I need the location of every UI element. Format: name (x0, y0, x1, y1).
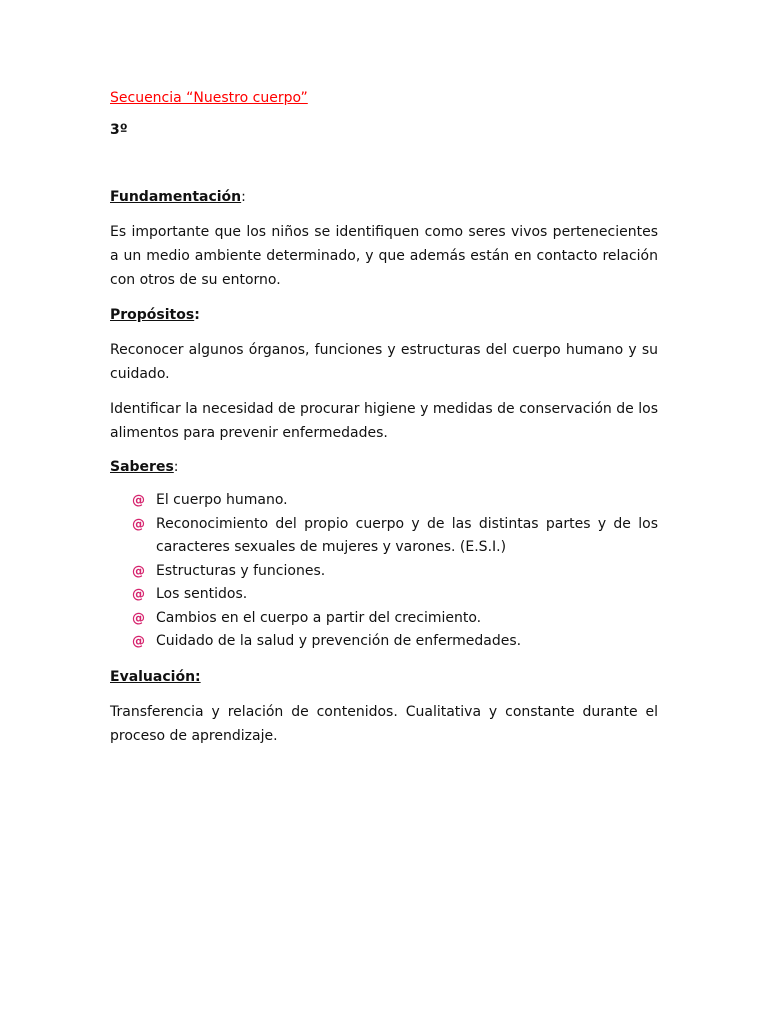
list-item (110, 607, 658, 631)
list-item-text: El cuerpo humano. (156, 492, 288, 508)
at-sign-bullet-icon: @ (132, 634, 145, 649)
heading-saberes (110, 455, 658, 479)
heading-evaluacion (110, 665, 658, 689)
heading-propositos-colon: : (194, 307, 200, 323)
heading-evaluacion-text: Evaluación: (110, 668, 201, 685)
at-sign-bullet-icon: @ (132, 493, 145, 508)
heading-saberes-text: Saberes (110, 459, 174, 475)
list-item-text: Cambios en el cuerpo a partir del crecimiento. (156, 609, 482, 626)
at-sign-bullet-icon: @ (132, 587, 145, 602)
grade-label: 3º (110, 122, 128, 138)
heading-fundamentacion-colon: : (241, 189, 246, 205)
heading-saberes-colon: : (173, 459, 179, 475)
list-item-text: Los sentidos. (156, 586, 248, 602)
evaluacion-paragraph: Transferencia y relación de contenidos. Cualitativa y constante durante el proceso de aprendizaje. (110, 703, 658, 744)
at-sign-bullet-icon: @ (132, 610, 145, 626)
heading-fundamentacion (110, 185, 658, 209)
list-item-text: Cuidado de la salud y prevención de enfermedades. (156, 633, 522, 649)
saberes-list (110, 489, 658, 654)
document-title: Secuencia “Nuestro cuerpo” (110, 90, 308, 106)
fundamentacion-paragraph: Es importante que los niños se identifiquen como seres vivos pertenecientes a un medio ambiente determinado, y que además están en contacto relación con otros de su entorno. (110, 224, 658, 288)
list-item (110, 583, 658, 607)
propositos-paragraph-2: Identificar la necesidad de procurar higiene y medidas de conservación de los alimentos para prevenir enfermedades. (110, 401, 658, 441)
at-sign-bullet-icon: @ (132, 516, 145, 532)
list-item-text: Reconocimiento del propio cuerpo y de las distintas partes y de los caracteres sexuales de mujeres y varones. (E.S.I.) (156, 515, 658, 555)
list-item-text: Estructuras y funciones. (156, 562, 326, 579)
list-item (110, 560, 658, 584)
propositos-paragraph-1: Reconocer algunos órganos, funciones y estructuras del cuerpo humano y su cuidado. (110, 342, 658, 382)
heading-propositos (110, 303, 658, 327)
at-sign-bullet-icon: @ (132, 563, 145, 579)
list-item (110, 489, 658, 513)
document-page (110, 86, 658, 748)
list-item (110, 630, 658, 654)
list-item (110, 513, 658, 560)
heading-fundamentacion-text: Fundamentación (110, 189, 242, 205)
heading-propositos-text: Propósitos (110, 307, 195, 323)
